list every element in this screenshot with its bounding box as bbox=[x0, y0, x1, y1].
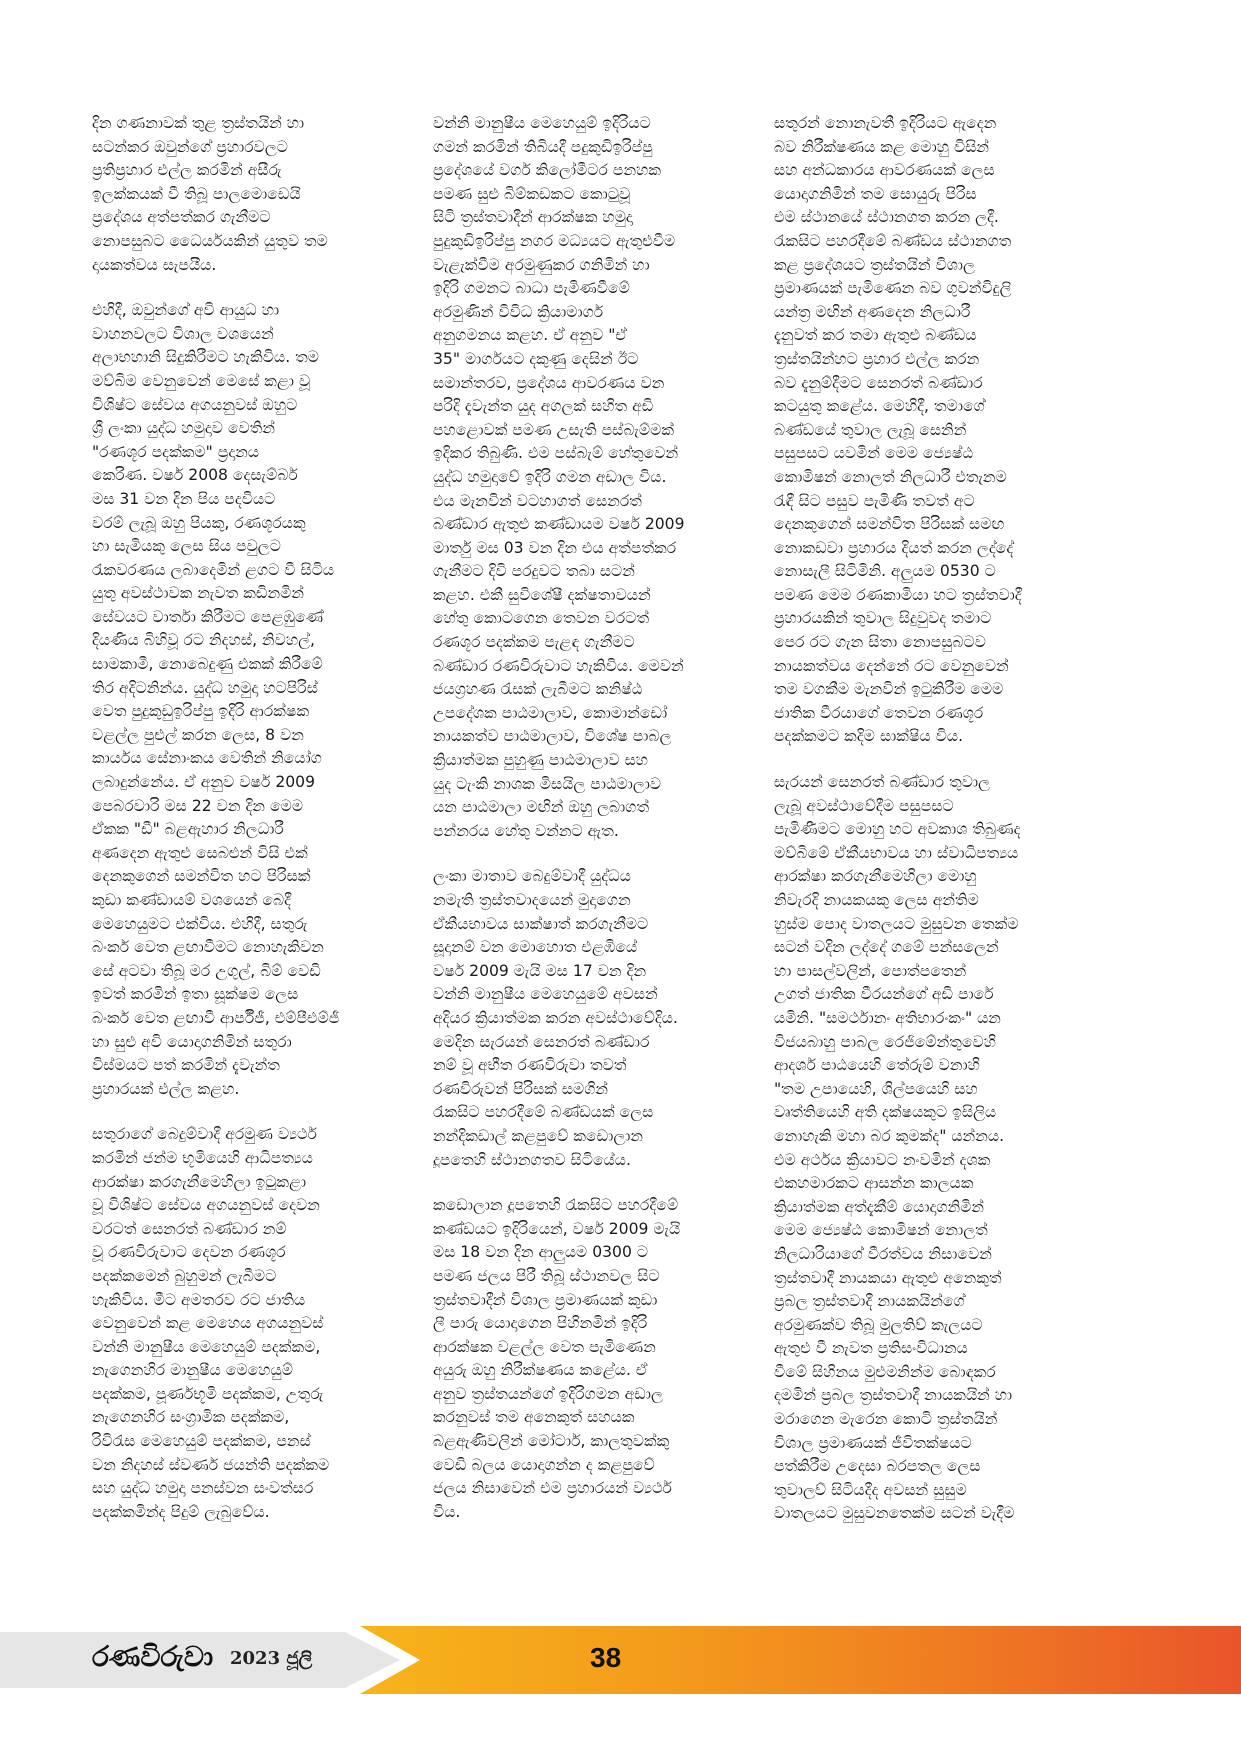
magazine-title: රණවිරුවා bbox=[92, 1640, 214, 1673]
paragraph: සතුරාගේ බෙදුම්වාදී අරමුණ ව්‍යර්ථ කරමින් ජන්ම භූමියෙහි ආධිපත්‍යය ආරක්ෂා කරගැනීමෙහිලා ඉටුකළා වූ විශිෂ්ට සේවය අගයනුවස් දෙවන වරටත් සෙනරත් බණ්ඩාර නම් වූ රණවිරුවාට දෙවන රණශූර පදක්කමෙන් බුහුමන් ලැබීමට හැකිවිය. මීට අමතරව රට ජාතිය වෙනුවෙන් කළ මෙහෙය අගයනුවස් වන්නි මානුෂීය මෙහෙයුම් පදක්කම, නැගෙනහිර මානුෂීය මෙහෙයුම් පදක්කම, පූර්ණභූමි පදක්කම, උතුරු නැගෙනහිර සංග්‍රාමික පදක්කම, රිවිරැස මෙහෙයුම් පදක්කම, පනස් වන නිදහස් ස්වර්ණ ජයන්ති පදක්කම සහ යුද්ධ හමුදා පනස්වන සංවත්සර පදක්කමින්ද පිදුම් ලැබුවේය. bbox=[92, 1125, 330, 1521]
issue-date: 2023 ජූලි bbox=[230, 1648, 313, 1669]
paragraph: කඩොලාන දූපතෙහි රැකසිට පහරදීමේ කණ්ඩයට ඉදිරියෙන්, වර්ෂ 2009 මැයි මස 18 වන දින ආලුයම 0300 ට පමණ ජලය පිරී තිබූ ස්ථානවල සිට ත්‍රස්තවාදීන් විශාල ප්‍රමාණයක් කුඩා ලී පාරු යොදාගෙන පිහිනමින් ඉදිරි ආරක්ෂක වළල්ල වෙත පැමිණෙන අයුරු ඔහු නිරීක්ෂණය කළේය. ඒ අනුව ත්‍රස්තයන්ගේ ඉදිරිගමන අඩාල කරනුවස් තම අනෙකුත් සහයක බළඇණිවලින් මෝටාර්, කාලතුවක්කු වෙඩි බලය යොදාගන්න ද කළපුවේ ජලය නිසාවෙන් එම ප්‍රහාරයන් ව්‍යර්ථ විය. bbox=[433, 1196, 681, 1521]
page-footer bbox=[0, 1626, 1241, 1694]
paragraph: සැරයන් සෙනරත් බණ්ඩාර තුවාල ලැබූ අවස්ථාවේදීම පසුපසට පැමිණීමට මොහු හට අවකාශ තිබුණද මව්බිමේ ඒකීයභාවය හා ස්වාධිපත්‍යය ආරක්ෂා කරගැනීමෙහිලා මොහු නිවැරදි නායකයකු ලෙස අන්තිම හුස්ම පොද වාතලයට මුසුවන තෙක්ම සටන් වදින ලද්දේ ගමේ පන්සලෙන් හා පාසල්වලින්, පොත්පතෙන් උගත් ජාතික වීරයන්ගේ අඩි පාරේ යමිනි. "සමර්ථානං අතිභාරංකං" යන විජයබාහු පාබල රෙජිමේන්තුවෙහි ආදර්ශ පාඨයෙහි තේරුම් වනාහි "තම උපායෙහි, ශිල්පයෙහි සහ වෘත්තියෙහි අති දක්ෂයකුට ඉසිලිය නොහැකි මහා බර කුමක්ද" යන්නය. එම අර්ථය ක්‍රියාවට නංවමින් දශක එකහමාරකට ආසන්න කාලයක ක්‍රියාත්මක අත්දැකීම් යොදාගනිමින් මෙම ජ්‍යෙෂ්ඨ කොමිෂන් නොලත් නිලධාරියාගේ වීරත්වය නිසාවෙන් ත්‍රස්තවාදී නායකයා ඇතුළු අනෙකුත් ප්‍රබල ත්‍රස්තවාදී නායකයින්ගේ අරමුණක්ව තිබූ මුලතිව් කැලයට ඇතුළු වී නැවත ප්‍රතිසංවිධානය වීමේ සිහිනය මුළුමනින්ම බොඳකර දමමින් ප්‍රබල ත්‍රස්තවාදී නායකයින් හා මරාගෙන මැරෙන කොටි ත්‍රස්තයින් විශාල ප්‍රමාණයක් ජීවිතක්ෂයට පත්කිරීම උදෙසා බරපතල ලෙස තුවාලව් සිටියදීද අවසන් සුසුම වාතලයට මුසුවනතෙක්ම සටන් වැදීම bbox=[774, 773, 1021, 1523]
column-2 bbox=[433, 112, 736, 1622]
paragraph: ලංකා මාතාව බෙදුම්වාදී යුද්ධය නමැති ත්‍රස්තවාදයෙන් මුදාගෙන ඒකීයභාවය සාක්ෂාත් කරගැනීමට සූදානම් වන මොහොත එළඹියේ වර්ෂ 2009 මැයි මස 17 වන දින වන්නි මානුෂීය මෙහෙයුමේ අවසන් අදියර ක්‍රියාත්මක කරන අවස්ථාවේදිය. මෙදින සැරයන් සෙනරත් බණ්ඩාර නම් වූ අභීත රණවිරුවා තවත් රණවිරුවන් පිරිසක් සමගින් රැකසිට පහරදීමේ බණ්ඩයක් ලෙස නන්දිකඩාල් කළපුවේ කඩොලාන දූපතෙහි ස්ථානගතව සිටියේය. bbox=[433, 867, 678, 1169]
article-body bbox=[92, 112, 1077, 1622]
paragraph: සතුරන් නොනැවතී ඉදිරියට ඇදෙන බව නිරීක්ෂණය කළ මොහු විසින් සහ අන්ධකාරය ආවරණයක් ලෙස යොදාගනිමින් තම සොයුරු පිරිස එම ස්ථානයේ ස්ථානගත කරන ලදී. රැකසිට පහරදීමේ බණ්ඩය ස්ථානගත කළ ප්‍රදේශයට ත්‍රස්තයින් විශාල ප්‍රමාණයක් පැමිණෙන බව ගුවන්විදුලි යන්ත්‍ර මඟින් අණදෙන නිලධාරී දැනුවත් කර තමා ඇතුළු බණ්ඩය ත්‍රස්තයින්හට ප්‍රහාර එල්ල කරන බව දැනුම්දීමට සෙනරත් බණ්ඩාර කටයුතු කළේය. මෙහිදී, තමාගේ බණ්ඩයේ තුවාල ලැබූ සෙනින් පසුපසට යවමින් මෙම ජ්‍යෙෂ්ඨ කොමිෂන් නොලත් නිලධාරී එතැනම රැඳී සිට පසුව පැමිණි තවත් අට දෙනකුගෙන් සමන්විත පිරිසක් සමඟ නොකඩවා ප්‍රහාරය දියත් කරන ලද්දේ නොසැලී සිටිමිනි. අලුයම 0530 ට පමණ මෙම රණකාමියා හට ත්‍රස්තවාදී ප්‍රහාරයකින් තුවාල සිදුවුවද තමාට පෙර රට ගැන සිතා නොපසුබටව නායකත්වය දෙන්නේ රට වෙනුවෙන් තම වගකීම මැනවින් ඉටුකිරීම මෙම ජාතික වීරයාගේ තෙවන රණශූර පදක්කමට කදිම සාක්ෂිය විය. bbox=[774, 114, 1022, 746]
paragraph: වන්නි මානුෂීය මෙහෙයුම් ඉදිරියට ගමන් කරමින් තිබියදී පදුකුඩිඉරිප්පු ප්‍රදේශයේ වර්ග කිලෝමීටර පනහක පමණ සුළු බිම්කඩකට කොටුවූ සිටි ත්‍රස්තවාදීන් ආරක්ෂක හමුදා පුදුකුඩිඉරිප්පු නගර මධ්‍යයට ඇතුළුවීම වැළැක්වීම අරමුණුකර ගනිමින් හා ඉදිරි ගමනට බාධා පැමිණවීමේ අරමුණින් විවිධ ක්‍රියාමාර්ග අනුගමනය කළහ. ඒ අනුව "ඒ 35" මාර්ගයට දකුණු දෙසින් ඊට සමාන්තරව, ප්‍රදේශය ආවරණය වන පරිදි දැවැන්ත යුද අගලක් සහිත අඩි පහළොවක් පමණ උසැති පස්බැම්මක් ඉදිකර තිබුණි. එම පස්බැම් හේතුවෙන් යුද්ධ හමුදාවේ ඉදිරි ගමන අඩාල විය. එය මැනවින් වටහාගත් සෙනරත් බණ්ඩාර ඇතුළු කණ්ඩායම වර්ෂ 2009 මාර්තු මස 03 වන දින එය අත්පත්කර ගැනීමට දිවි පරදුවට තබා සටන් කළහ. එකී සුවිශේෂී දක්ෂතාවයන් හේතු කොටගෙන තෙවන වරටත් රණශූර පදක්කම පැළඳ ගැනීමට බණ්ඩාර රණවිරුවාට හැකිවිය. මෙවන් ජයග්‍රහණ රැසක් ලැබීමට කනිෂ්ඨ උපදේශක පාඨමාලාව, කොමාන්ඩෝ නායකත්ව පාඨමාලාව, විශේෂ පාබල ක්‍රියාත්මක පුහුණු පාඨමාලාව සහ යුද ටැංකි නාශක මිසයිල පාඨමාලාව යන පාඨමාලා මඟින් ඔහු ලබාගත් පන්නරය හේතු වන්නට ඇත. bbox=[433, 114, 685, 840]
column-3 bbox=[774, 112, 1077, 1622]
paragraph: දින ගණනාවක් තුළ ත්‍රස්තයින් හා සටන්කර ඔවුන්ගේ ප්‍රහාරවලට ප්‍රතිප්‍රහාර එල්ල කරමින් අසීරු ඉලක්කයක් වී තිබූ පාලමොඩෙයි ප්‍රදේශය අත්පත්කර ගැනීමට නොපසුබට ධෛර්යයකින් යුතුව තම දායකත්වය සැපයීය. bbox=[92, 114, 328, 274]
page-number: 38 bbox=[590, 1642, 622, 1673]
paragraph: එහිදී, ඔවුන්ගේ අවි ආයුධ හා වාහනවලට විශාල වශයෙන් අලාභහානි සිදුකිරීමට හැකිවිය. තම මව්බිම වෙනුවෙන් මෙසේ කළා වූ විශිෂ්ට සේවය අගයනුවස් ඔහුට ශ්‍රී ලංකා යුද්ධ හමුදාව වෙතින් "රණශූර පදක්කම" ප්‍රදානය කෙරිණ. වර්ෂ 2008 දෙසැම්බර් මස 31 වන දින පිය පදවියට වරම් ලැබූ ඔහු පියකු, රණශූරයකු හා සැමියකු ලෙස සිය පවුලට රැකවරණය ලබාදෙමින් ළගට වී සිටිය යුතු අවස්ථාවක නැවත කඩිනමින් සේවයට වාර්තා කිරීමට පෙළඹුණේ දියණිය බිහිවූ රට නිදහස්, නිවහල්, සාමකාමී, නොබෙදුණු එකක් කිරීමේ තිර අදිටනින්ය. යුද්ධ හමුදා හටපිරිස් වෙත පුදුකුඩුඉරිප්පු ඉදිරි ආරක්ෂක වළල්ල පුළුල් කරන ලෙස, 8 වන කාර්යය සේනාංකය වෙතින් නියෝග ලබාදුන්නේය. ඒ අනුව වර්ෂ 2009 පෙබරවාරි මස 22 වන දින මෙම ඒකක "ඩී" බළඇහාර නිලධාරී අණදෙන ඇතුළු සෙබළුන් විසි එක් දෙනකුගෙන් සමන්විත හට පිරිසක් කුඩා කණ්ඩායම් වශයෙන් බෙදී මෙහෙයුමට එක්විය. එහිදී, සතුරු බංකර් වෙත ළඟාවීමට නොහැකිවන සේ අටවා තිබූ මර උගුල්, බිම් වෙඩි ඉවත් කරමින් ඉතා සූක්ෂම ලෙස බංකර් වෙත ළඟාවී ආර්පීජී, එම්පීඑම්ජී හා සුළු අවි යොදාගනිමින් සතුරා විස්මයට පත් කරමින් දැවැන්ත ප්‍රහාරයක් එල්ල කළහ. bbox=[92, 301, 340, 1098]
column-1 bbox=[92, 112, 395, 1622]
